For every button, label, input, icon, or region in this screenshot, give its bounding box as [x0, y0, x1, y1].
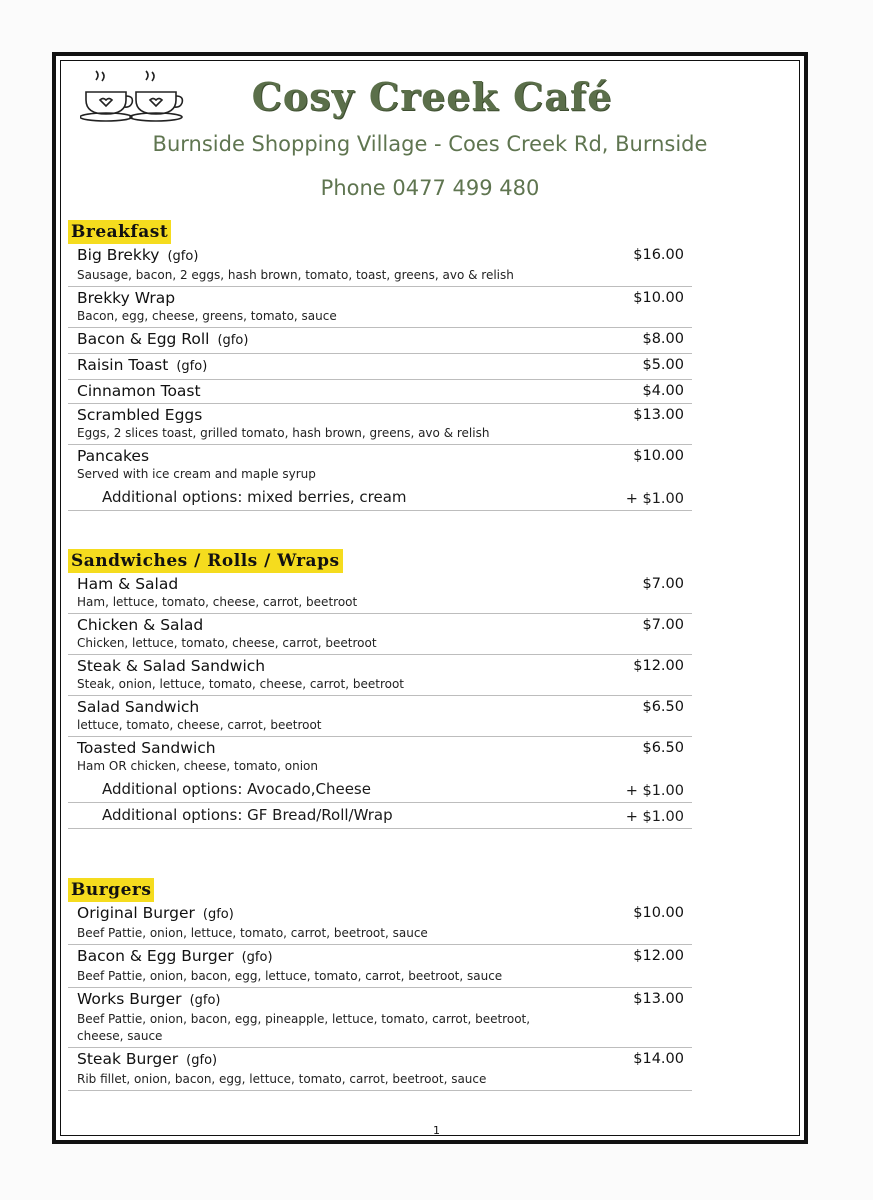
coffee-cups-logo-icon — [80, 70, 188, 126]
section-title: Breakfast — [68, 220, 171, 244]
item-gfo-tag: (gfo) — [241, 950, 273, 965]
item-name: Raisin Toast — [77, 356, 169, 374]
item-gfo-tag: (gfo) — [186, 1053, 218, 1068]
menu-item — [68, 287, 692, 328]
item-name: Big Brekky — [77, 246, 160, 264]
item-name: Cinnamon Toast — [77, 382, 201, 400]
item-name: Bacon & Egg Burger — [77, 947, 234, 965]
item-price: $10.00 — [633, 290, 684, 306]
additional-options — [68, 803, 692, 829]
item-price: $13.00 — [633, 991, 684, 1007]
section-title: Sandwiches / Rolls / Wraps — [68, 549, 343, 573]
page-number: 1 — [433, 1124, 440, 1137]
menu-item — [68, 902, 692, 945]
addon-price: + $1.00 — [625, 809, 684, 825]
item-description: Beef Pattie, onion, bacon, egg, lettuce, tomato, carrot, beetroot, sauce — [77, 969, 503, 983]
menu-item — [68, 354, 692, 380]
menu-item — [68, 737, 692, 777]
addon-text: Additional options: mixed berries, cream — [102, 488, 407, 506]
item-name: Pancakes — [77, 447, 150, 465]
item-gfo-tag: (gfo) — [217, 333, 249, 348]
item-price: $16.00 — [633, 247, 684, 263]
menu-item — [68, 988, 692, 1048]
section-sandwiches — [68, 549, 692, 829]
menu-item — [68, 655, 692, 696]
item-name: Steak Burger — [77, 1050, 179, 1068]
item-price: $8.00 — [642, 331, 684, 347]
item-gfo-tag: (gfo) — [202, 907, 234, 922]
section-breakfast — [68, 220, 692, 511]
item-name: Steak & Salad Sandwich — [77, 657, 266, 675]
item-description: Steak, onion, lettuce, tomato, cheese, carrot, beetroot — [77, 677, 404, 691]
menu-item — [68, 1048, 692, 1091]
addon-text: Additional options: GF Bread/Roll/Wrap — [102, 806, 393, 824]
item-name: Brekky Wrap — [77, 289, 176, 307]
additional-options — [68, 777, 692, 803]
item-gfo-tag: (gfo) — [167, 249, 199, 264]
menu-item — [68, 573, 692, 614]
item-price: $6.50 — [642, 740, 684, 756]
item-price: $6.50 — [642, 699, 684, 715]
item-description: Beef Pattie, onion, bacon, egg, pineapple, lettuce, tomato, carrot, beetroot, cheese, sauce — [77, 1012, 531, 1043]
item-gfo-tag: (gfo) — [189, 993, 221, 1008]
item-price: $7.00 — [642, 576, 684, 592]
menu-item — [68, 614, 692, 655]
cafe-name: Cosy Creek Café — [251, 74, 613, 119]
item-description: Served with ice cream and maple syrup — [77, 467, 316, 481]
item-price: $10.00 — [633, 448, 684, 464]
section-title: Burgers — [68, 878, 154, 902]
cafe-address: Burnside Shopping Village - Coes Creek Rd, Burnside — [152, 132, 708, 156]
menu-header — [62, 62, 798, 212]
menu-item — [68, 445, 692, 485]
item-price: $14.00 — [633, 1051, 684, 1067]
menu-item — [68, 945, 692, 988]
item-name: Ham & Salad — [77, 575, 179, 593]
addon-price: + $1.00 — [625, 783, 684, 799]
item-price: $7.00 — [642, 617, 684, 633]
menu-item — [68, 380, 692, 404]
item-price: $4.00 — [642, 383, 684, 399]
item-name: Scrambled Eggs — [77, 406, 203, 424]
menu-item — [68, 404, 692, 445]
item-name: Works Burger — [77, 990, 182, 1008]
menu-item — [68, 244, 692, 287]
item-price: $12.00 — [633, 658, 684, 674]
item-price: $13.00 — [633, 407, 684, 423]
item-description: Eggs, 2 slices toast, grilled tomato, hash brown, greens, avo & relish — [77, 426, 490, 440]
item-price: $10.00 — [633, 905, 684, 921]
item-description: Beef Pattie, onion, lettuce, tomato, carrot, beetroot, sauce — [77, 926, 428, 940]
item-description: lettuce, tomato, cheese, carrot, beetroot — [77, 718, 322, 732]
addon-text: Additional options: Avocado,Cheese — [102, 780, 371, 798]
item-description: Rib fillet, onion, bacon, egg, lettuce, tomato, carrot, beetroot, sauce — [77, 1072, 487, 1086]
item-name: Salad Sandwich — [77, 698, 200, 716]
menu-item — [68, 328, 692, 354]
item-name: Toasted Sandwich — [77, 739, 216, 757]
item-price: $5.00 — [642, 357, 684, 373]
item-name: Chicken & Salad — [77, 616, 204, 634]
section-burgers — [68, 878, 692, 1091]
additional-options — [68, 485, 692, 511]
menu-item — [68, 696, 692, 737]
addon-price: + $1.00 — [625, 491, 684, 507]
item-name: Original Burger — [77, 904, 195, 922]
item-description: Ham OR chicken, cheese, tomato, onion — [77, 759, 318, 773]
cafe-phone: Phone 0477 499 480 — [320, 176, 540, 200]
item-gfo-tag: (gfo) — [176, 359, 208, 374]
item-price: $12.00 — [633, 948, 684, 964]
item-description: Sausage, bacon, 2 eggs, hash brown, tomato, toast, greens, avo & relish — [77, 268, 514, 282]
item-description: Chicken, lettuce, tomato, cheese, carrot, beetroot — [77, 636, 377, 650]
item-description: Bacon, egg, cheese, greens, tomato, sauce — [77, 309, 337, 323]
item-description: Ham, lettuce, tomato, cheese, carrot, beetroot — [77, 595, 358, 609]
item-name: Bacon & Egg Roll — [77, 330, 210, 348]
